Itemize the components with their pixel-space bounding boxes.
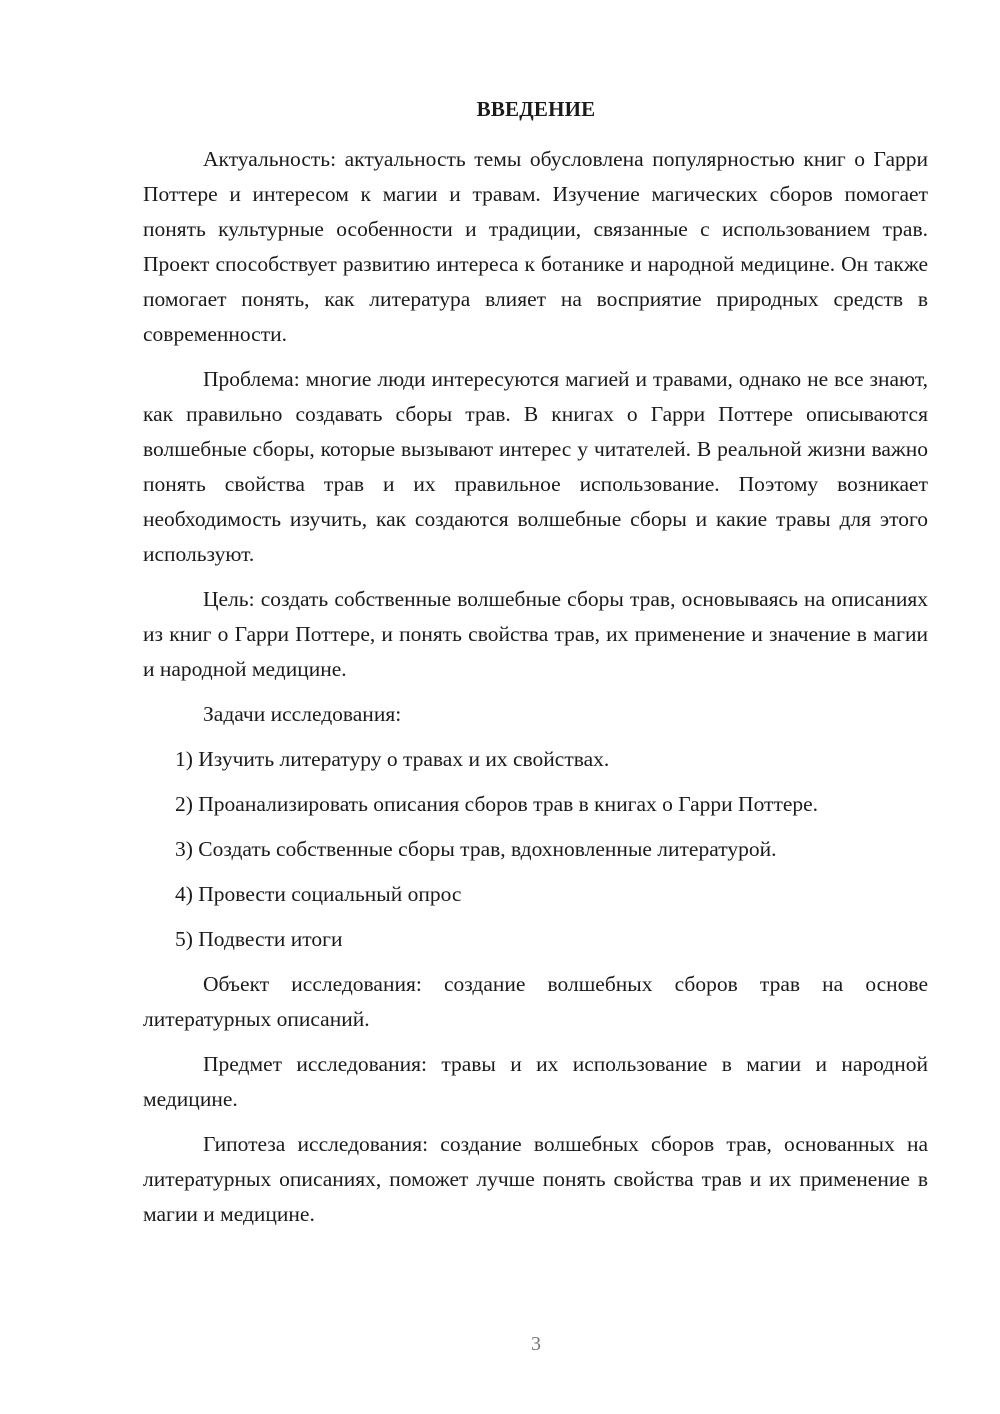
page-number: 3 — [531, 1333, 541, 1355]
tasks-heading: Задачи исследования: — [203, 702, 402, 726]
tasks-list — [143, 742, 928, 957]
paragraph-subject: Предмет исследования: травы и их использование в магии и народной медицине. — [143, 1052, 928, 1111]
list-item: 4) Провести социальный опрос — [175, 882, 462, 906]
paragraph-problem: Проблема: многие люди интересуются магией и травами, однако не все знают, как правильно создавать сборы трав. В книгах о Гарри Поттере описываются волшебные сборы, которые вызывают интерес у читателей. В реальной жизни важно понять свойства трав и их правильное использование. Поэтому возникает необходимость изучить, как создаются волшебные сборы и какие травы для этого используют. — [143, 367, 928, 566]
list-item: 1) Изучить литературу о травах и их свойствах. — [175, 747, 610, 771]
body-text — [143, 142, 928, 1242]
section-title: ВВЕДЕНИЕ — [476, 97, 596, 121]
paragraph-hypothesis: Гипотеза исследования: создание волшебных сборов трав, основанных на литературных описаниях, поможет лучше понять свойства трав и их применение в магии и медицине. — [143, 1132, 928, 1226]
paragraph-goal: Цель: создать собственные волшебные сборы трав, основываясь на описаниях из книг о Гарри Поттере, и понять свойства трав, их применение и значение в магии и народной медицине. — [143, 587, 928, 681]
list-item: 5) Подвести итоги — [175, 927, 343, 951]
list-item: 3) Создать собственные сборы трав, вдохновленные литературой. — [175, 837, 777, 861]
list-item: 2) Проанализировать описания сборов трав в книгах о Гарри Поттере. — [175, 792, 819, 816]
paragraph-object: Объект исследования: создание волшебных сборов трав на основе литературных описаний. — [143, 972, 928, 1031]
paragraph-relevance: Актуальность: актуальность темы обусловлена популярностью книг о Гарри Поттере и интересом к магии и травам. Изучение магических сборов помогает понять культурные особенности и традиции, связанные с использованием трав. Проект способствует развитию интереса к ботанике и народной медицине. Он также помогает понять, как литература влияет на восприятие природных средств в современности. — [143, 147, 928, 346]
